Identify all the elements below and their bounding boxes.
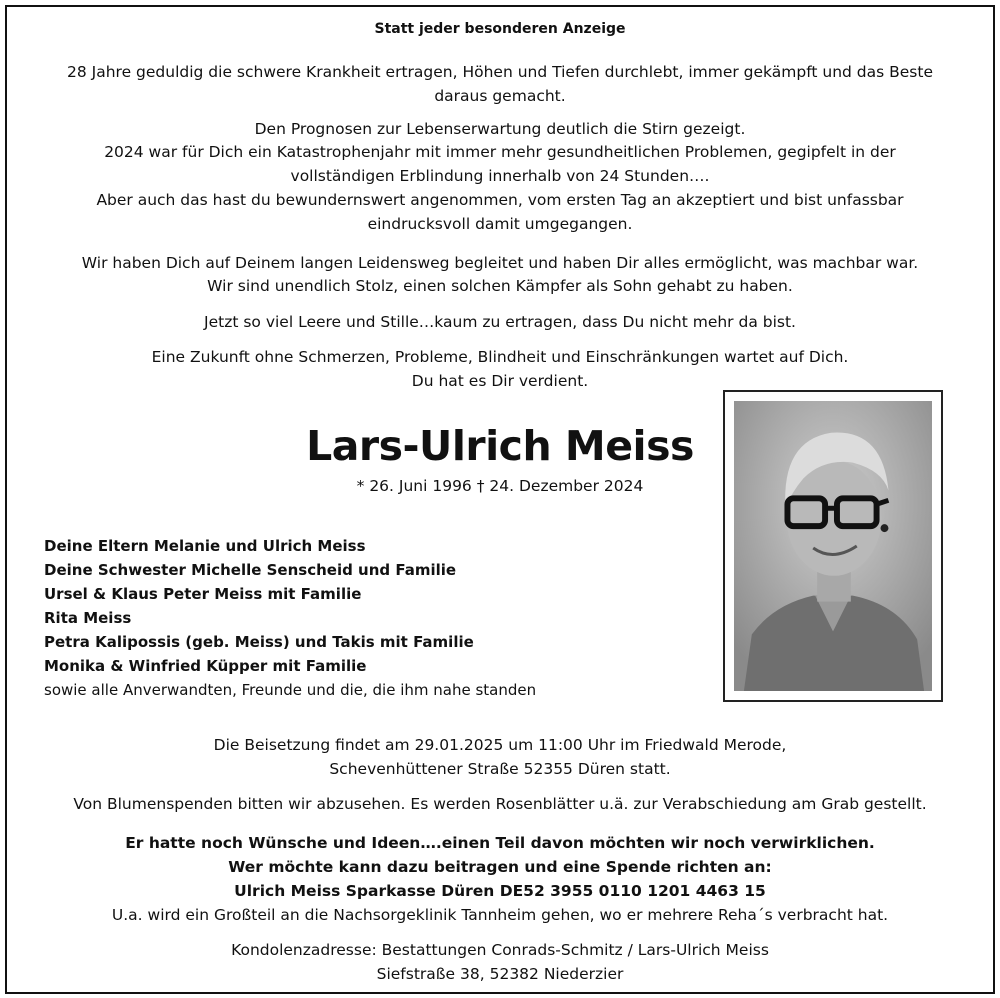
relatives-line: sowie alle Anverwandten, Freunde und die, die ihm nahe standen [44, 681, 537, 699]
life-dates: * 26. Juni 1996 † 24. Dezember 2024 [356, 477, 644, 495]
deceased-name: Lars-Ulrich Meiss [306, 422, 694, 470]
family-member: Deine Schwester Michelle Senscheid und Familie [44, 561, 457, 579]
funeral-info: Schevenhüttener Straße 52355 Düren statt. [329, 760, 671, 778]
intro-line: Wir sind unendlich Stolz, einen solchen Kämpfer als Sohn gehabt zu haben. [207, 277, 793, 295]
flowers-note: Von Blumenspenden bitten wir abzusehen. Es werden Rosenblätter u.ä. zur Verabschiedung am Grab gestellt. [73, 795, 927, 813]
intro-line: 2024 war für Dich ein Katastrophenjahr mit immer mehr gesundheitlichen Problemen, gegipfelt in der [104, 143, 896, 161]
intro-line: Wir haben Dich auf Deinem langen Leidensweg begleitet und haben Dir alles ermöglicht, was machbar war. [81, 254, 919, 272]
intro-line: eindrucksvoll damit umgegangen. [367, 215, 633, 233]
intro-line: 28 Jahre geduldig die schwere Krankheit ertragen, Höhen und Tiefen durchlebt, immer gekämpft und das Beste [67, 63, 933, 81]
donation-recipient: U.a. wird ein Großteil an die Nachsorgeklinik Tannheim gehen, wo er mehrere Reha´s verbracht hat. [111, 906, 889, 924]
intro-line: vollständigen Erblindung innerhalb von 24 Stunden…. [290, 167, 710, 185]
intro-line: Den Prognosen zur Lebenserwartung deutlich die Stirn gezeigt. [254, 120, 746, 138]
family-member: Deine Eltern Melanie und Ulrich Meiss [44, 537, 366, 555]
donation-note: Er hatte noch Wünsche und Ideen….einen Teil davon möchten wir noch verwirklichen. [125, 834, 875, 852]
intro-line: Jetzt so viel Leere und Stille…kaum zu ertragen, dass Du nicht mehr da bist. [204, 313, 796, 331]
portrait-photo [723, 390, 943, 702]
intro-line: Eine Zukunft ohne Schmerzen, Probleme, Blindheit und Einschränkungen wartet auf Dich. [151, 348, 849, 366]
family-member: Monika & Winfried Küpper mit Familie [44, 657, 367, 675]
bank-details: Ulrich Meiss Sparkasse Düren DE52 3955 0110 1201 4463 15 [234, 882, 766, 900]
intro-line: Du hat es Dir verdient. [411, 372, 589, 390]
family-member: Petra Kalipossis (geb. Meiss) und Takis mit Familie [44, 633, 474, 651]
intro-line: Aber auch das hast du bewundernswert angenommen, vom ersten Tag an akzeptiert und bist unfassbar [96, 191, 904, 209]
family-member: Rita Meiss [44, 609, 132, 627]
condolence-address: Kondolenzadresse: Bestattungen Conrads-Schmitz / Lars-Ulrich Meiss [231, 941, 769, 959]
condolence-address: Siefstraße 38, 52382 Niederzier [376, 965, 624, 983]
funeral-info: Die Beisetzung findet am 29.01.2025 um 11:00 Uhr im Friedwald Merode, [213, 736, 787, 754]
portrait-image [734, 401, 932, 691]
header-line: Statt jeder besonderen Anzeige [374, 21, 626, 37]
family-member: Ursel & Klaus Peter Meiss mit Familie [44, 585, 362, 603]
donation-note: Wer möchte kann dazu beitragen und eine Spende richten an: [228, 858, 772, 876]
intro-line: daraus gemacht. [434, 87, 566, 105]
